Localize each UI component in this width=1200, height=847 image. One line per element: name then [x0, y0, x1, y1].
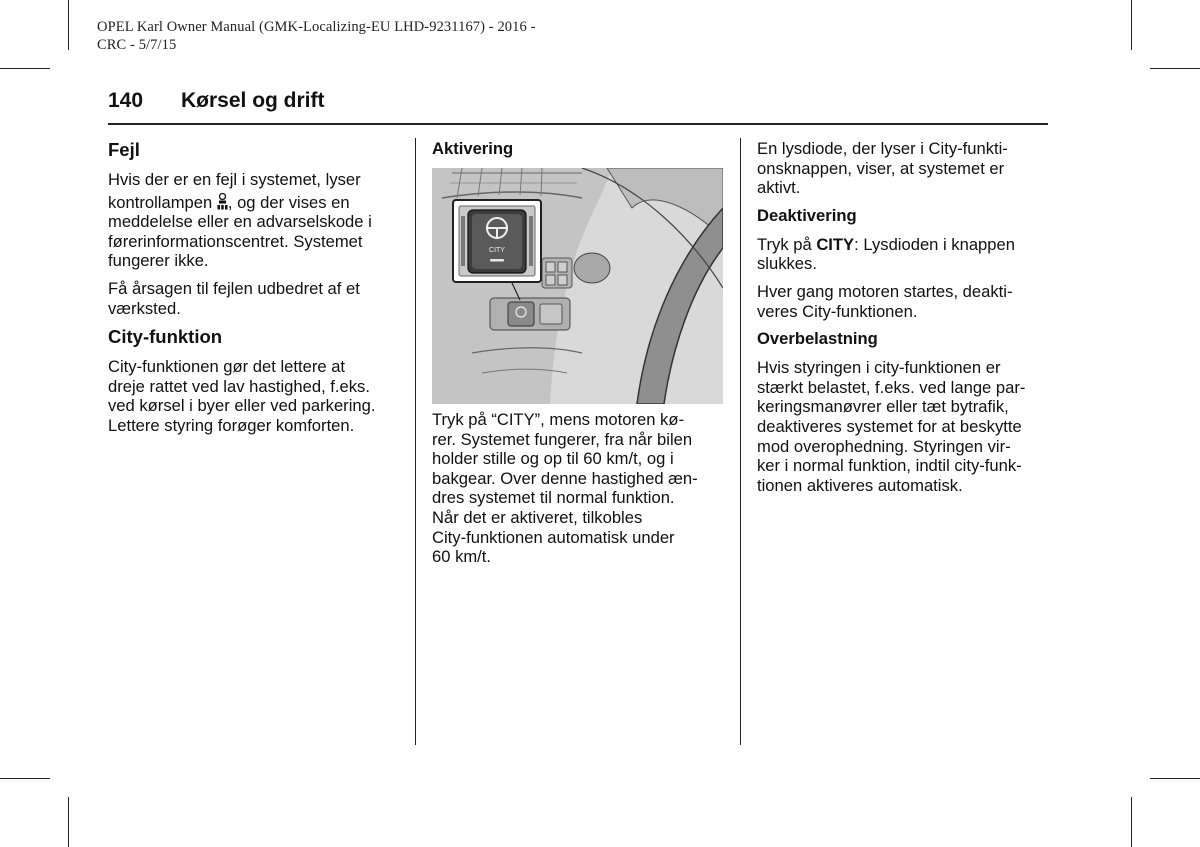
fejl-paragraph-2: Få årsagen til fejlen udbedret af et værksted. [108, 278, 360, 318]
document-meta [97, 18, 617, 54]
page-number: 140 [108, 89, 144, 112]
heading-aktivering: Aktivering [432, 139, 514, 158]
crop-mark [1131, 797, 1132, 847]
overbelastning-paragraph: Hvis styringen i city-funktionen er stærkt belastet, f.eks. ved lange par- keringsmanøvrer eller tæt bytrafik, deaktiveres systemet for at beskytte mod overophedning. Styringen vir- ker i normal funktion, indtil city-funk- tionen aktiveres automatisk. [757, 358, 1026, 495]
city-paragraph: City-funktionen gør det lettere at dreje rattet ved lav hastighed, f.eks. ved kørsel i byer eller ved parkering. Lettere styring forøger komforten. [108, 357, 376, 435]
crop-mark [68, 0, 69, 50]
heading-city-funktion: City-funktion [108, 326, 223, 348]
column-divider [740, 138, 741, 745]
column-1 [108, 139, 408, 444]
meta-line-2: CRC - 5/7/15 [97, 37, 177, 53]
column-divider [415, 138, 416, 745]
crop-mark [1150, 68, 1200, 69]
heading-deaktivering: Deaktivering [757, 205, 857, 225]
page-header [108, 89, 325, 113]
city-steering-off-icon [217, 193, 228, 210]
header-rule [108, 123, 1048, 125]
heading-overbelastning: Overbelastning [757, 329, 878, 349]
column-2 [432, 139, 732, 575]
dashboard-city-button-illustration [432, 168, 723, 404]
deaktivering-paragraph-2: Hver gang motoren startes, deakti- veres City-funktionen. [757, 281, 1013, 321]
crop-mark [1131, 0, 1132, 50]
crop-mark [1150, 778, 1200, 779]
crop-mark [68, 797, 69, 847]
deaktivering-paragraph-1: Tryk på CITY: Lysdioden i knappen slukkes. [757, 234, 1015, 274]
column-3 [757, 139, 1057, 503]
heading-fejl: Fejl [108, 139, 140, 160]
led-paragraph: En lysdiode, der lyser i City-funkti- onsknappen, viser, at systemet er aktivt. [757, 139, 1008, 198]
aktivering-paragraph: Tryk på “CITY”, mens motoren kø- rer. Systemet fungerer, fra når bilen holder stille og op til 60 km/t, og i bakgear. Over denne hastighed æn- dres systemet til normal funktion. Når det er aktiveret, tilkobles City-funktionen automatisk under 60 km/t. [432, 410, 698, 567]
crop-mark [0, 68, 50, 69]
meta-line-1: OPEL Karl Owner Manual (GMK-Localizing-EU LHD-9231167) - 2016 - [97, 19, 536, 35]
section-title: Kørsel og drift [181, 89, 325, 112]
crop-mark [0, 778, 50, 779]
fejl-paragraph-1: Hvis der er en fejl i systemet, lyser kontrollampen , og der vises en meddelelse eller en advarselskode i førerinformationscentret. Systemet fungerer ikke. [108, 170, 372, 271]
figure-city-label: CITY [489, 247, 505, 254]
